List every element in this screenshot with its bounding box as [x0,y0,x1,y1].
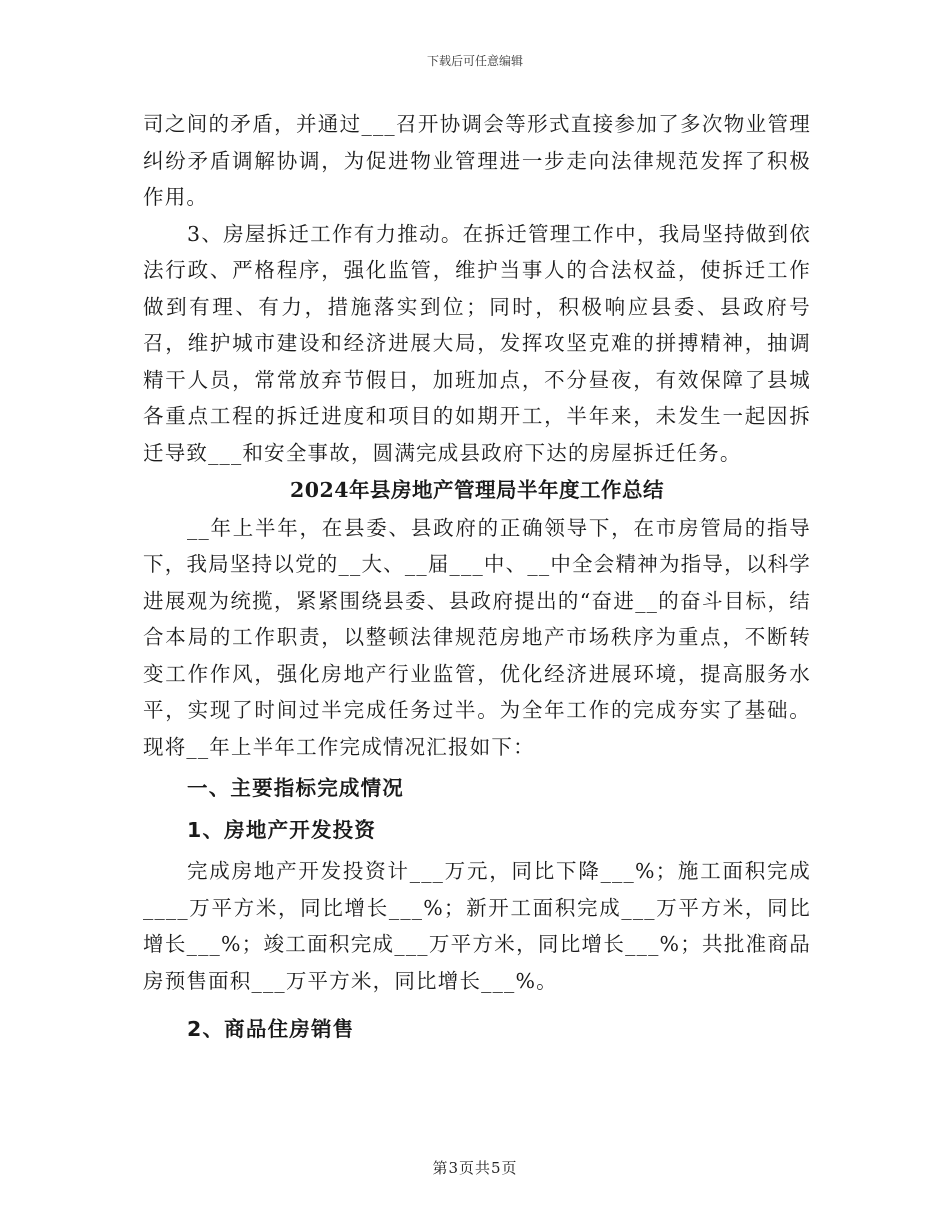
paragraph-continuation: 司之间的矛盾，并通过___召开协调会等形式直接参加了多次物业管理纠纷矛盾调解协调，为促进物业管理进一步走向法律规范发挥了积极作用。 [143,112,811,209]
paragraph-investment: 完成房地产开发投资计___万元，同比下降___%；施工面积完成____万平方米，同比增长___%；新开工面积完成___万平方米，同比增长___%；竣工面积完成___万平方米，同比增长___%；共批准商品房预售面积___万平方米，同比增长___%。 [143,859,811,993]
document-body [143,106,811,1048]
paragraph-item-3: 3、房屋拆迁工作有力推动。在拆迁管理工作中，我局坚持做到依法行政、严格程序，强化监管，维护当事人的合法权益，使拆迁工作做到有理、有力，措施落实到位；同时，积极响应县委、县政府号召，维护城市建设和经济进展大局，发挥攻坚克难的拼搏精神，抽调精干人员，常常放弃节假日，加班加点，不分昼夜，有效保障了县城各重点工程的拆迁进度和项目的如期开工，半年来，未发生一起因拆迁导致___和安全事故，圆满完成县政府下达的房屋拆迁任务。 [143,221,811,465]
page-footer-number: 第3页共5页 [432,1159,518,1177]
document-title: 2024年县房地产管理局半年度工作总结 [289,478,665,502]
page-header-note: 下载后可任意编辑 [426,54,523,68]
section-heading-main-indicators: 一、主要指标完成情况 [187,776,404,800]
subsection-heading-housing-sales: 2、商品住房销售 [187,1017,355,1041]
subsection-heading-investment: 1、房地产开发投资 [187,817,377,842]
paragraph-intro: __年上半年，在县委、县政府的正确领导下，在市房管局的指导下，我局坚持以党的__大、__届___中、__中全会精神为指导，以科学进展观为统揽，紧紧围绕县委、县政府提出的“奋进__的奋斗目标，结合本局的工作职责，以整顿法律规范房地产市场秩序为重点，不断转变工作作风，强化房地产行业监管，优化经济进展环境，提高服务水平，实现了时间过半完成任务过半。为全年工作的完成夯实了基础。现将__年上半年工作完成情况汇报如下： [143,515,811,759]
